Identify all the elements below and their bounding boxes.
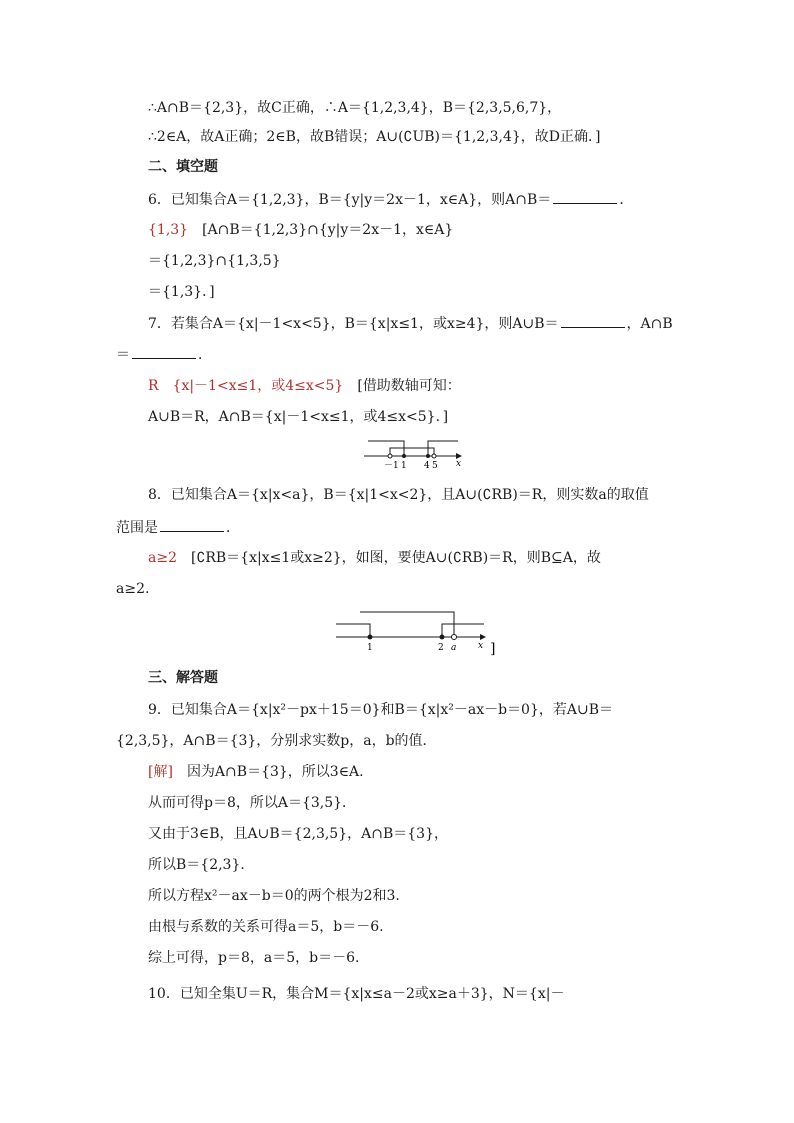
solution-line-6: 由根与系数的关系可得a＝5，b＝－6. (148, 919, 384, 935)
answer-8-value: a≥2 (148, 550, 177, 566)
question-6-end: ． (619, 192, 634, 208)
question-9-line-1: 9．已知集合A＝{x|x²－px＋15＝0}和B＝{x|x²－ax－b＝0}，若A∪B＝ (148, 702, 613, 718)
section-heading-solve: 三、解答题 (148, 670, 218, 686)
solid-point (440, 635, 445, 640)
axis-label: x (456, 459, 462, 469)
question-8-line-2 (116, 517, 240, 538)
question-9-line-2: {2,3,5}，A∩B＝{3}，分别求实数p，a，b的值． (116, 733, 437, 749)
solution-line-4: 所以B＝{2,3}． (148, 857, 255, 873)
solid-point (368, 635, 373, 640)
question-8-text: 范围是 (116, 520, 158, 536)
text-line-1: ∴A∩B＝{2,3}，故C正确，∴A＝{1,2,3,4}，B＝{2,3,5,6,7}， (148, 100, 562, 116)
closing-bracket: ] (490, 641, 496, 656)
answer-6-explain: [A∩B＝{1,2,3}∩{y|y＝2x－1，x∈A} (202, 222, 454, 238)
tick-label: 2 (438, 643, 444, 653)
open-point (452, 635, 457, 640)
solid-point (426, 454, 430, 458)
answer-blank (553, 189, 617, 204)
axis-label: x (478, 641, 484, 651)
solution-line-2: 从而可得p＝8，所以A＝{3,5}． (148, 795, 357, 811)
open-point (388, 454, 392, 458)
question-6-text: 6．已知集合A＝{1,2,3}，B＝{y|y＝2x－1，x∈A}，则A∩B＝ (148, 192, 552, 208)
complement-right-ray (442, 624, 484, 637)
complement-left-ray (336, 624, 370, 637)
answer-blank (160, 517, 224, 532)
answer-blank (132, 344, 196, 359)
question-7-text: 7．若集合A＝{x|－1<x<5}，B＝{x|x≤1，或x≥4}，则A∪B＝ (148, 316, 559, 332)
answer-6-line-2: ＝{1,2,3}∩{1,3,5} (148, 253, 281, 269)
answer-7-value: R {x|－1<x≤1，或4≤x<5} (148, 378, 344, 394)
answer-7-line-2: A∪B＝R，A∩B＝{x|－1<x≤1，或4≤x<5}．] (148, 409, 449, 425)
tick-label: 1 (367, 643, 373, 653)
answer-8-line-1 (148, 548, 601, 568)
tick-label: 5 (432, 461, 438, 470)
answer-6-line-3: ＝{1,3}．] (148, 284, 215, 300)
question-8-line-1: 8．已知集合A＝{x|x<a}，B＝{x|1<x<2}，且A∪(∁RB)＝R，则实数a的取值 (148, 487, 649, 503)
text-line-2: ∴2∈A，故A正确；2∈B，故B错误；A∪(∁UB)＝{1,2,3,4}，故D正确．] (148, 129, 601, 145)
answer-8-explain: [∁RB＝{x|x≤1或x≥2}，如图，要使A∪(∁RB)＝R，则B⊆A，故 (190, 550, 601, 566)
solution-text: 因为A∩B＝{3}，所以3∈A. (186, 764, 364, 780)
solution-line-3: 又由于3∈B，且A∪B＝{2,3,5}，A∩B＝{3}， (148, 826, 448, 842)
answer-blank (561, 313, 625, 328)
solid-point (402, 454, 406, 458)
answer-8-line-2: a≥2. (116, 581, 150, 597)
question-7-end: ． (198, 347, 212, 363)
solution-line-7: 综上可得，p＝8，a＝5，b＝－6. (148, 950, 360, 966)
axis-arrow (480, 634, 486, 640)
section-heading-fill-blank: 二、填空题 (148, 159, 218, 175)
set-a-ray (360, 612, 454, 637)
open-point (432, 454, 436, 458)
tick-label: a (451, 643, 457, 653)
tick-label: －1 (384, 461, 399, 470)
solution-line-5: 所以方程x²－ax－b＝0的两个根为2和3. (148, 888, 400, 904)
tick-label: 1 (401, 461, 407, 470)
question-7-text-end: ，A∩B (626, 316, 673, 332)
question-7-line-1 (148, 313, 673, 334)
question-7-line-2 (116, 344, 212, 365)
number-line-figure-2 (334, 608, 500, 656)
question-6 (148, 189, 633, 210)
answer-6-value: {1,3} (148, 222, 189, 238)
solution-line-1 (148, 762, 364, 782)
question-8-end: ． (226, 520, 240, 536)
question-10-line-1: 10．已知全集U＝R，集合M＝{x|x≤a－2或x≥a＋3}，N＝{x|－ (148, 986, 565, 1002)
solution-tag: [解] (148, 764, 173, 780)
answer-7-line-1 (148, 376, 461, 396)
answer-7-explain: [借助数轴可知： (357, 378, 461, 394)
number-line-figure-1 (360, 436, 470, 470)
answer-6-line-1 (148, 220, 453, 240)
tick-label: 4 (424, 461, 430, 470)
question-7-eq: ＝ (116, 347, 130, 363)
